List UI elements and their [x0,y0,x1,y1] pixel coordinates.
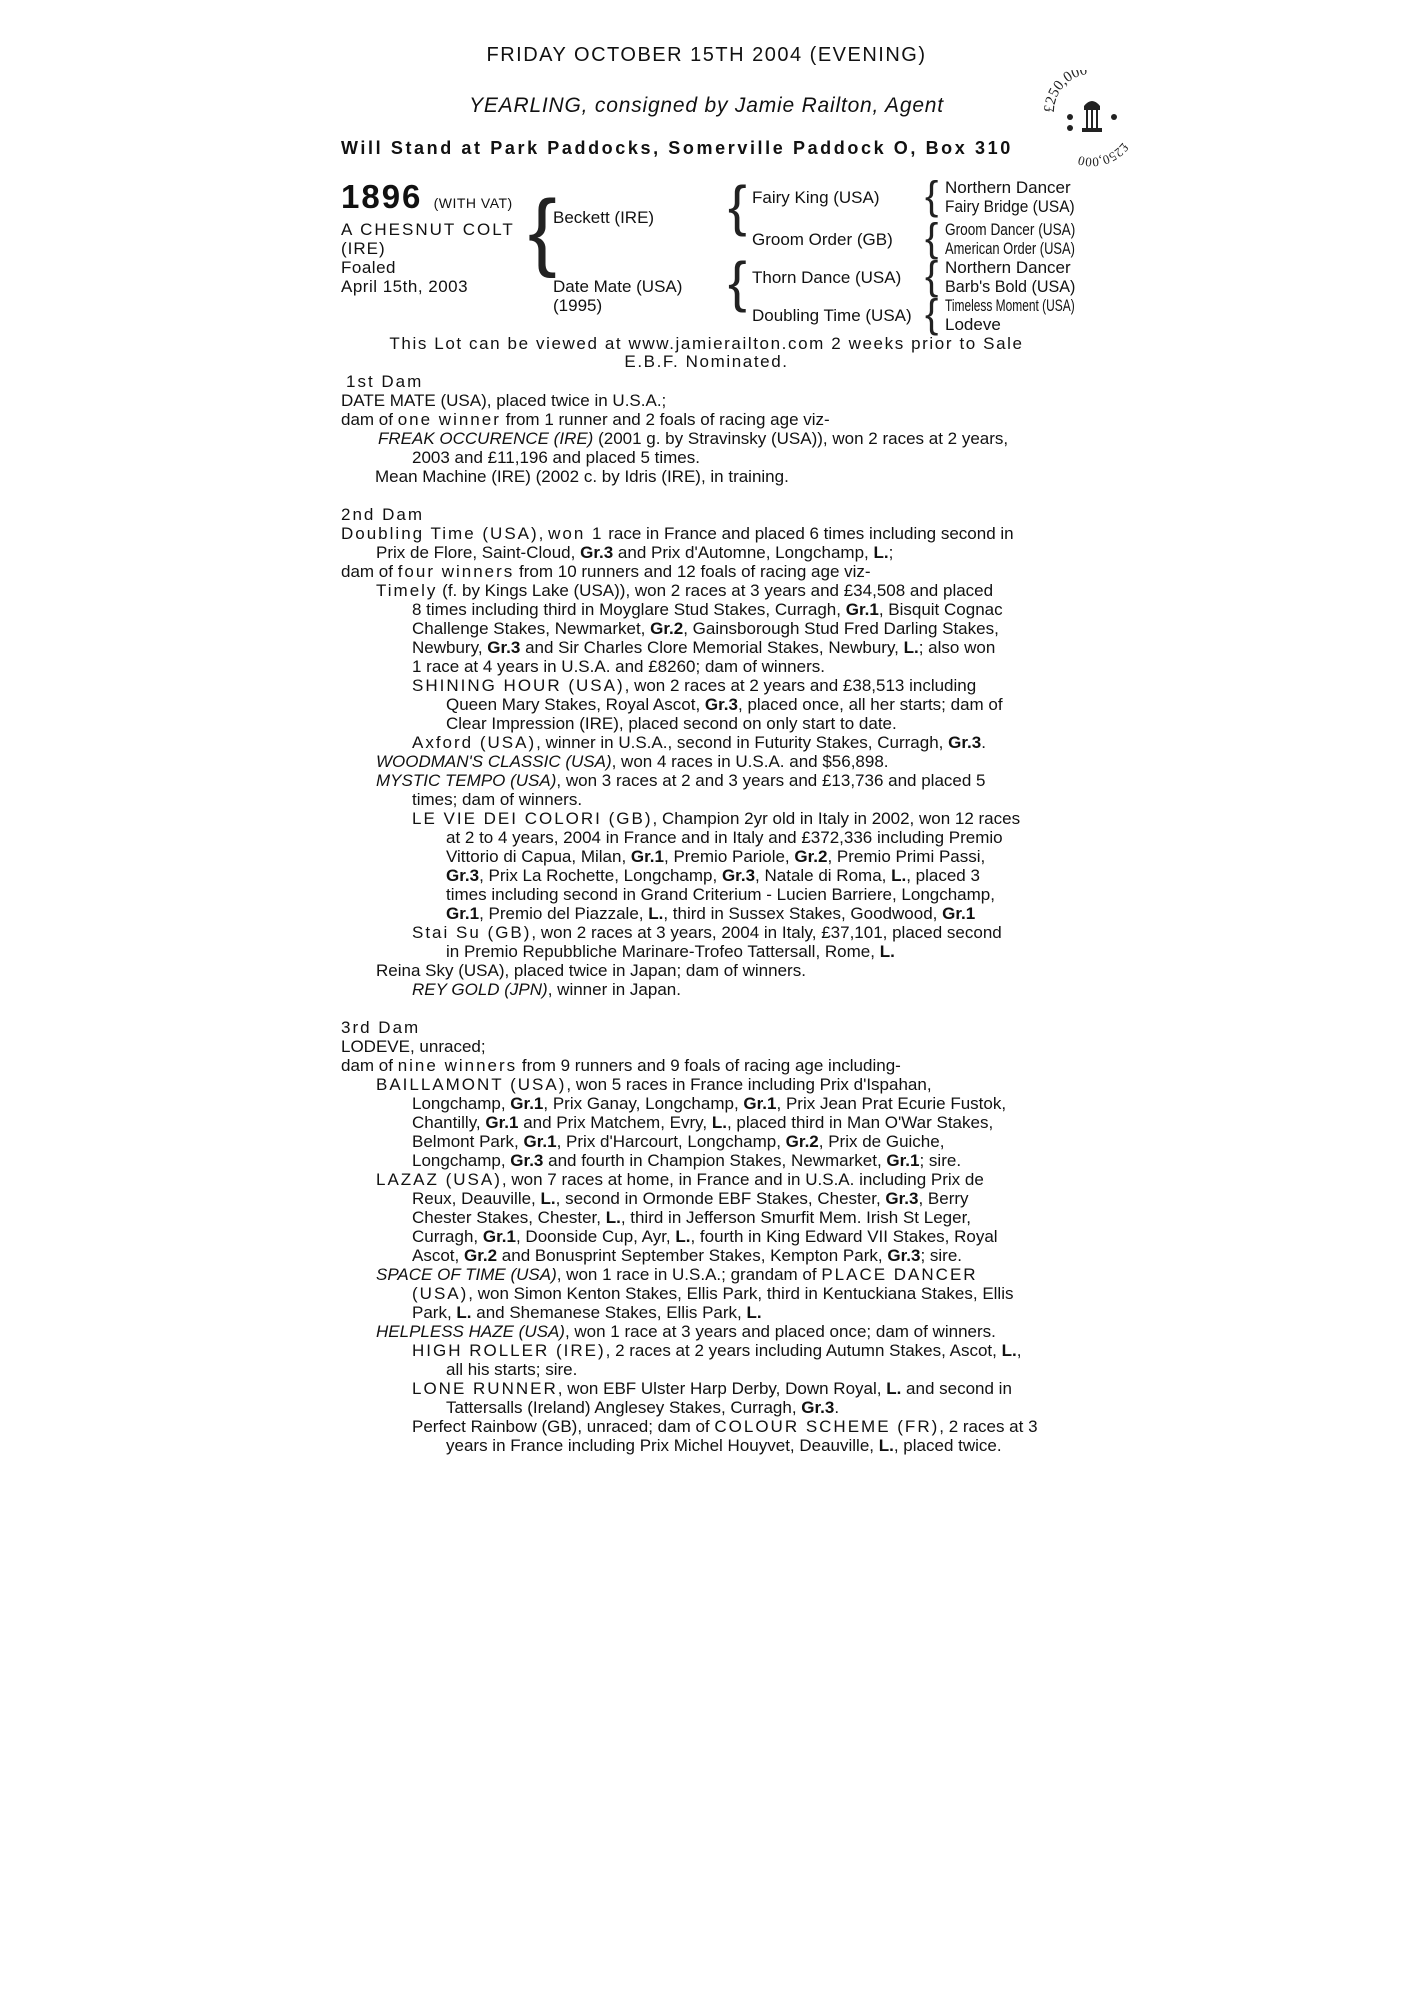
third-dam-text: years in France including Prix Michel Houyvet, Deauville, L., placed twice. [446,1436,1002,1455]
third-dam-text: Park, L. and Shemanese Stakes, Ellis Park, L. [412,1303,762,1322]
seal-text-top: £250,000 [1042,70,1089,114]
second-dam-text: in Premio Repubbliche Marinare-Trofeo Tattersall, Rome, L. [446,942,895,961]
third-dam-produce-summary: dam of nine winners from 9 runners and 9 foals of racing age including- [341,1056,901,1075]
second-dam-produce-rey-gold: REY GOLD (JPN), winner in Japan. [412,980,681,999]
pedigree-gg5: Northern Dancer [945,258,1071,277]
first-dam-line: DATE MATE (USA), placed twice in U.S.A.; [341,391,667,410]
third-dam-text: all his starts; sire. [446,1360,578,1379]
third-dam-produce-helpless-haze: HELPLESS HAZE (USA), won 1 race at 3 years and placed once; dam of winners. [376,1322,996,1341]
stand-location: Will Stand at Park Paddocks, Somerville Paddock O, Box 310 [341,138,1013,158]
lot-description: A CHESNUT COLT [341,220,515,239]
svg-text:£250,000 [1042,70,1089,113]
second-dam-text: Challenge Stakes, Newmarket, Gr.2, Gainsborough Stud Fred Darling Stakes, [412,619,999,638]
second-dam-text: times including second in Grand Criterium - Lucien Barriere, Longchamp, [446,885,995,904]
first-dam-heading: 1st Dam [346,372,424,391]
seal-icon [1042,70,1142,170]
second-dam-produce-woodman: WOODMAN'S CLASSIC (USA), won 4 races in U.S.A. and $56,898. [376,752,889,771]
pedigree-gg8: Lodeve [945,315,1001,334]
pedigree-sire-dam: Groom Order (GB) [752,230,893,249]
third-dam-text: Tattersalls (Ireland) Anglesey Stakes, Curragh, Gr.3. [446,1398,840,1417]
second-dam-text: times; dam of winners. [412,790,583,809]
third-dam-text: Chester Stakes, Chester, L., third in Jefferson Smurfit Mem. Irish St Leger, [412,1208,972,1227]
lot-number-value: 1896 [341,178,423,215]
third-dam-text: Curragh, Gr.1, Doonside Cup, Ayr, L., fourth in King Edward VII Stakes, Royal [412,1227,998,1246]
second-dam-text: Gr.1, Premio del Piazzale, L., third in Sussex Stakes, Goodwood, Gr.1 [446,904,976,923]
third-dam-line: LODEVE, unraced; [341,1037,486,1056]
second-dam-text: Vittorio di Capua, Milan, Gr.1, Premio Pariole, Gr.2, Premio Primi Passi, [446,847,986,866]
ebf-note: E.B.F. Nominated. [624,352,789,371]
vat-note: (WITH VAT) [433,195,513,211]
third-dam-produce-high-roller: HIGH ROLLER (IRE), 2 races at 2 years including Autumn Stakes, Ascot, L., [412,1341,1022,1360]
second-dam-heading: 2nd Dam [341,505,424,524]
third-dam-produce-perfect-rainbow: Perfect Rainbow (GB), unraced; dam of COLOUR SCHEME (FR), 2 races at 3 [412,1417,1038,1436]
first-dam-produce-summary: dam of one winner from 1 runner and 2 foals of racing age viz- [341,410,830,429]
third-dam-text: (USA), won Simon Kenton Stakes, Ellis Park, third in Kentuckiana Stakes, Ellis [412,1284,1014,1303]
pedigree-brace-g4: { [925,292,939,336]
second-dam-text: Queen Mary Stakes, Royal Ascot, Gr.3, placed once, all her starts; dam of [446,695,1003,714]
pedigree-gg4: American Order (USA) [945,239,1075,258]
first-dam-produce-1: FREAK OCCURENCE (IRE) (2001 g. by Stravinsky (USA)), won 2 races at 2 years, [378,429,1009,448]
pedigree-gg1: Northern Dancer [945,178,1071,197]
pedigree-sire-sire: Fairy King (USA) [752,188,880,207]
second-dam-line-1: Doubling Time (USA), won 1 race in France and placed 6 times including second in [341,524,1014,543]
second-dam-produce-mystic-tempo: MYSTIC TEMPO (USA), won 3 races at 2 and 3 years and £13,736 and placed 5 [376,771,986,790]
third-dam-text: Longchamp, Gr.3 and fourth in Champion Stakes, Newmarket, Gr.1; sire. [412,1151,962,1170]
third-dam-produce-baillamont: BAILLAMONT (USA), won 5 races in France including Prix d'Ispahan, [376,1075,932,1094]
second-dam-produce-le-vie-dei-colori: LE VIE DEI COLORI (GB), Champion 2yr old in Italy in 2002, won 12 races [412,809,1021,828]
first-dam-produce-2: Mean Machine (IRE) (2002 c. by Idris (IRE), in training. [375,467,789,486]
third-dam-text: Ascot, Gr.2 and Bonusprint September Stakes, Kempton Park, Gr.3; sire. [412,1246,962,1265]
second-dam-produce-timely: Timely (f. by Kings Lake (USA)), won 2 races at 3 years and £34,508 and placed [376,581,994,600]
consignment-line: YEARLING, consigned by Jamie Railton, Agent [469,94,944,117]
seal-text-bottom: £250,000 [1076,140,1133,170]
pedigree-brace-g3: { [925,254,939,298]
svg-text:£250,000 [1076,140,1132,170]
third-dam-text: Belmont Park, Gr.1, Prix d'Harcourt, Longchamp, Gr.2, Prix de Guiche, [412,1132,945,1151]
sale-date: FRIDAY OCTOBER 15TH 2004 (EVENING) [486,44,927,66]
pedigree-dam: Date Mate (USA) [553,277,683,296]
third-dam-text: Reux, Deauville, L., second in Ormonde EBF Stakes, Chester, Gr.3, Berry [412,1189,969,1208]
pedigree-gg7: Timeless Moment (USA) [945,296,1075,315]
second-dam-produce-summary: dam of four winners from 10 runners and 12 foals of racing age viz- [341,562,871,581]
third-dam-produce-lazaz: LAZAZ (USA), won 7 races at home, in France and in U.S.A. including Prix de [376,1170,984,1189]
pedigree-brace-sire: { [728,174,747,237]
second-dam-text: Clear Impression (IRE), placed second on only start to date. [446,714,897,733]
price-seal-stamp [1042,70,1142,170]
pedigree-gg6: Barb's Bold (USA) [945,277,1076,296]
pedigree-brace-g1: { [925,174,939,218]
third-dam-text: Chantilly, Gr.1 and Prix Matchem, Evry, L., placed third in Man O'War Stakes, [412,1113,994,1132]
third-dam-heading: 3rd Dam [341,1018,421,1037]
pedigree-dam-year: (1995) [553,296,603,315]
third-dam-text: Longchamp, Gr.1, Prix Ganay, Longchamp, Gr.1, Prix Jean Prat Ecurie Fustok, [412,1094,1007,1113]
second-dam-produce-reina-sky: Reina Sky (USA), placed twice in Japan; dam of winners. [376,961,806,980]
second-dam-text: Gr.3, Prix La Rochette, Longchamp, Gr.3, Natale di Roma, L., placed 3 [446,866,980,885]
first-dam-produce-1-cont: 2003 and £11,196 and placed 5 times. [412,448,700,467]
second-dam-text: at 2 to 4 years, 2004 in France and in Italy and £372,336 including Premio [446,828,1003,847]
lot-number [341,178,513,216]
foaled-label: Foaled [341,258,396,277]
pedigree-brace-dam: { [728,250,747,313]
second-dam-text: 8 times including third in Moyglare Stud Stakes, Curragh, Gr.1, Bisquit Cognac [412,600,1003,619]
second-dam-text: Newbury, Gr.3 and Sir Charles Clore Memorial Stakes, Newbury, L.; also won [412,638,996,657]
second-dam-produce-stai-su: Stai Su (GB), won 2 races at 3 years, 2004 in Italy, £37,101, placed second [412,923,1002,942]
second-dam-text: 1 race at 4 years in U.S.A. and £8260; dam of winners. [412,657,825,676]
second-dam-produce-axford: Axford (USA), winner in U.S.A., second in Futurity Stakes, Curragh, Gr.3. [412,733,986,752]
pedigree-gg2: Fairy Bridge (USA) [945,197,1075,216]
third-dam-produce-lone-runner: LONE RUNNER, won EBF Ulster Harp Derby, Down Royal, L. and second in [412,1379,1012,1398]
pedigree-sire: Beckett (IRE) [553,208,655,227]
third-dam-produce-space-of-time: SPACE OF TIME (USA), won 1 race in U.S.A.; grandam of PLACE DANCER [376,1265,978,1284]
second-dam-produce-shining-hour: SHINING HOUR (USA), won 2 races at 2 years and £38,513 including [412,676,977,695]
pedigree-brace-g2: { [925,216,939,260]
second-dam-line-2: Prix de Flore, Saint-Cloud, Gr.3 and Prix d'Automne, Longchamp, L.; [376,543,894,562]
foaled-date: April 15th, 2003 [341,277,469,296]
pedigree-dam-dam: Doubling Time (USA) [752,306,912,325]
lot-description-country: (IRE) [341,239,386,258]
viewing-note: This Lot can be viewed at www.jamierailton.com 2 weeks prior to Sale [389,334,1024,353]
pedigree-brace-main: { [528,183,557,279]
pedigree-dam-sire: Thorn Dance (USA) [752,268,902,287]
pedigree-gg3: Groom Dancer (USA) [945,220,1076,239]
